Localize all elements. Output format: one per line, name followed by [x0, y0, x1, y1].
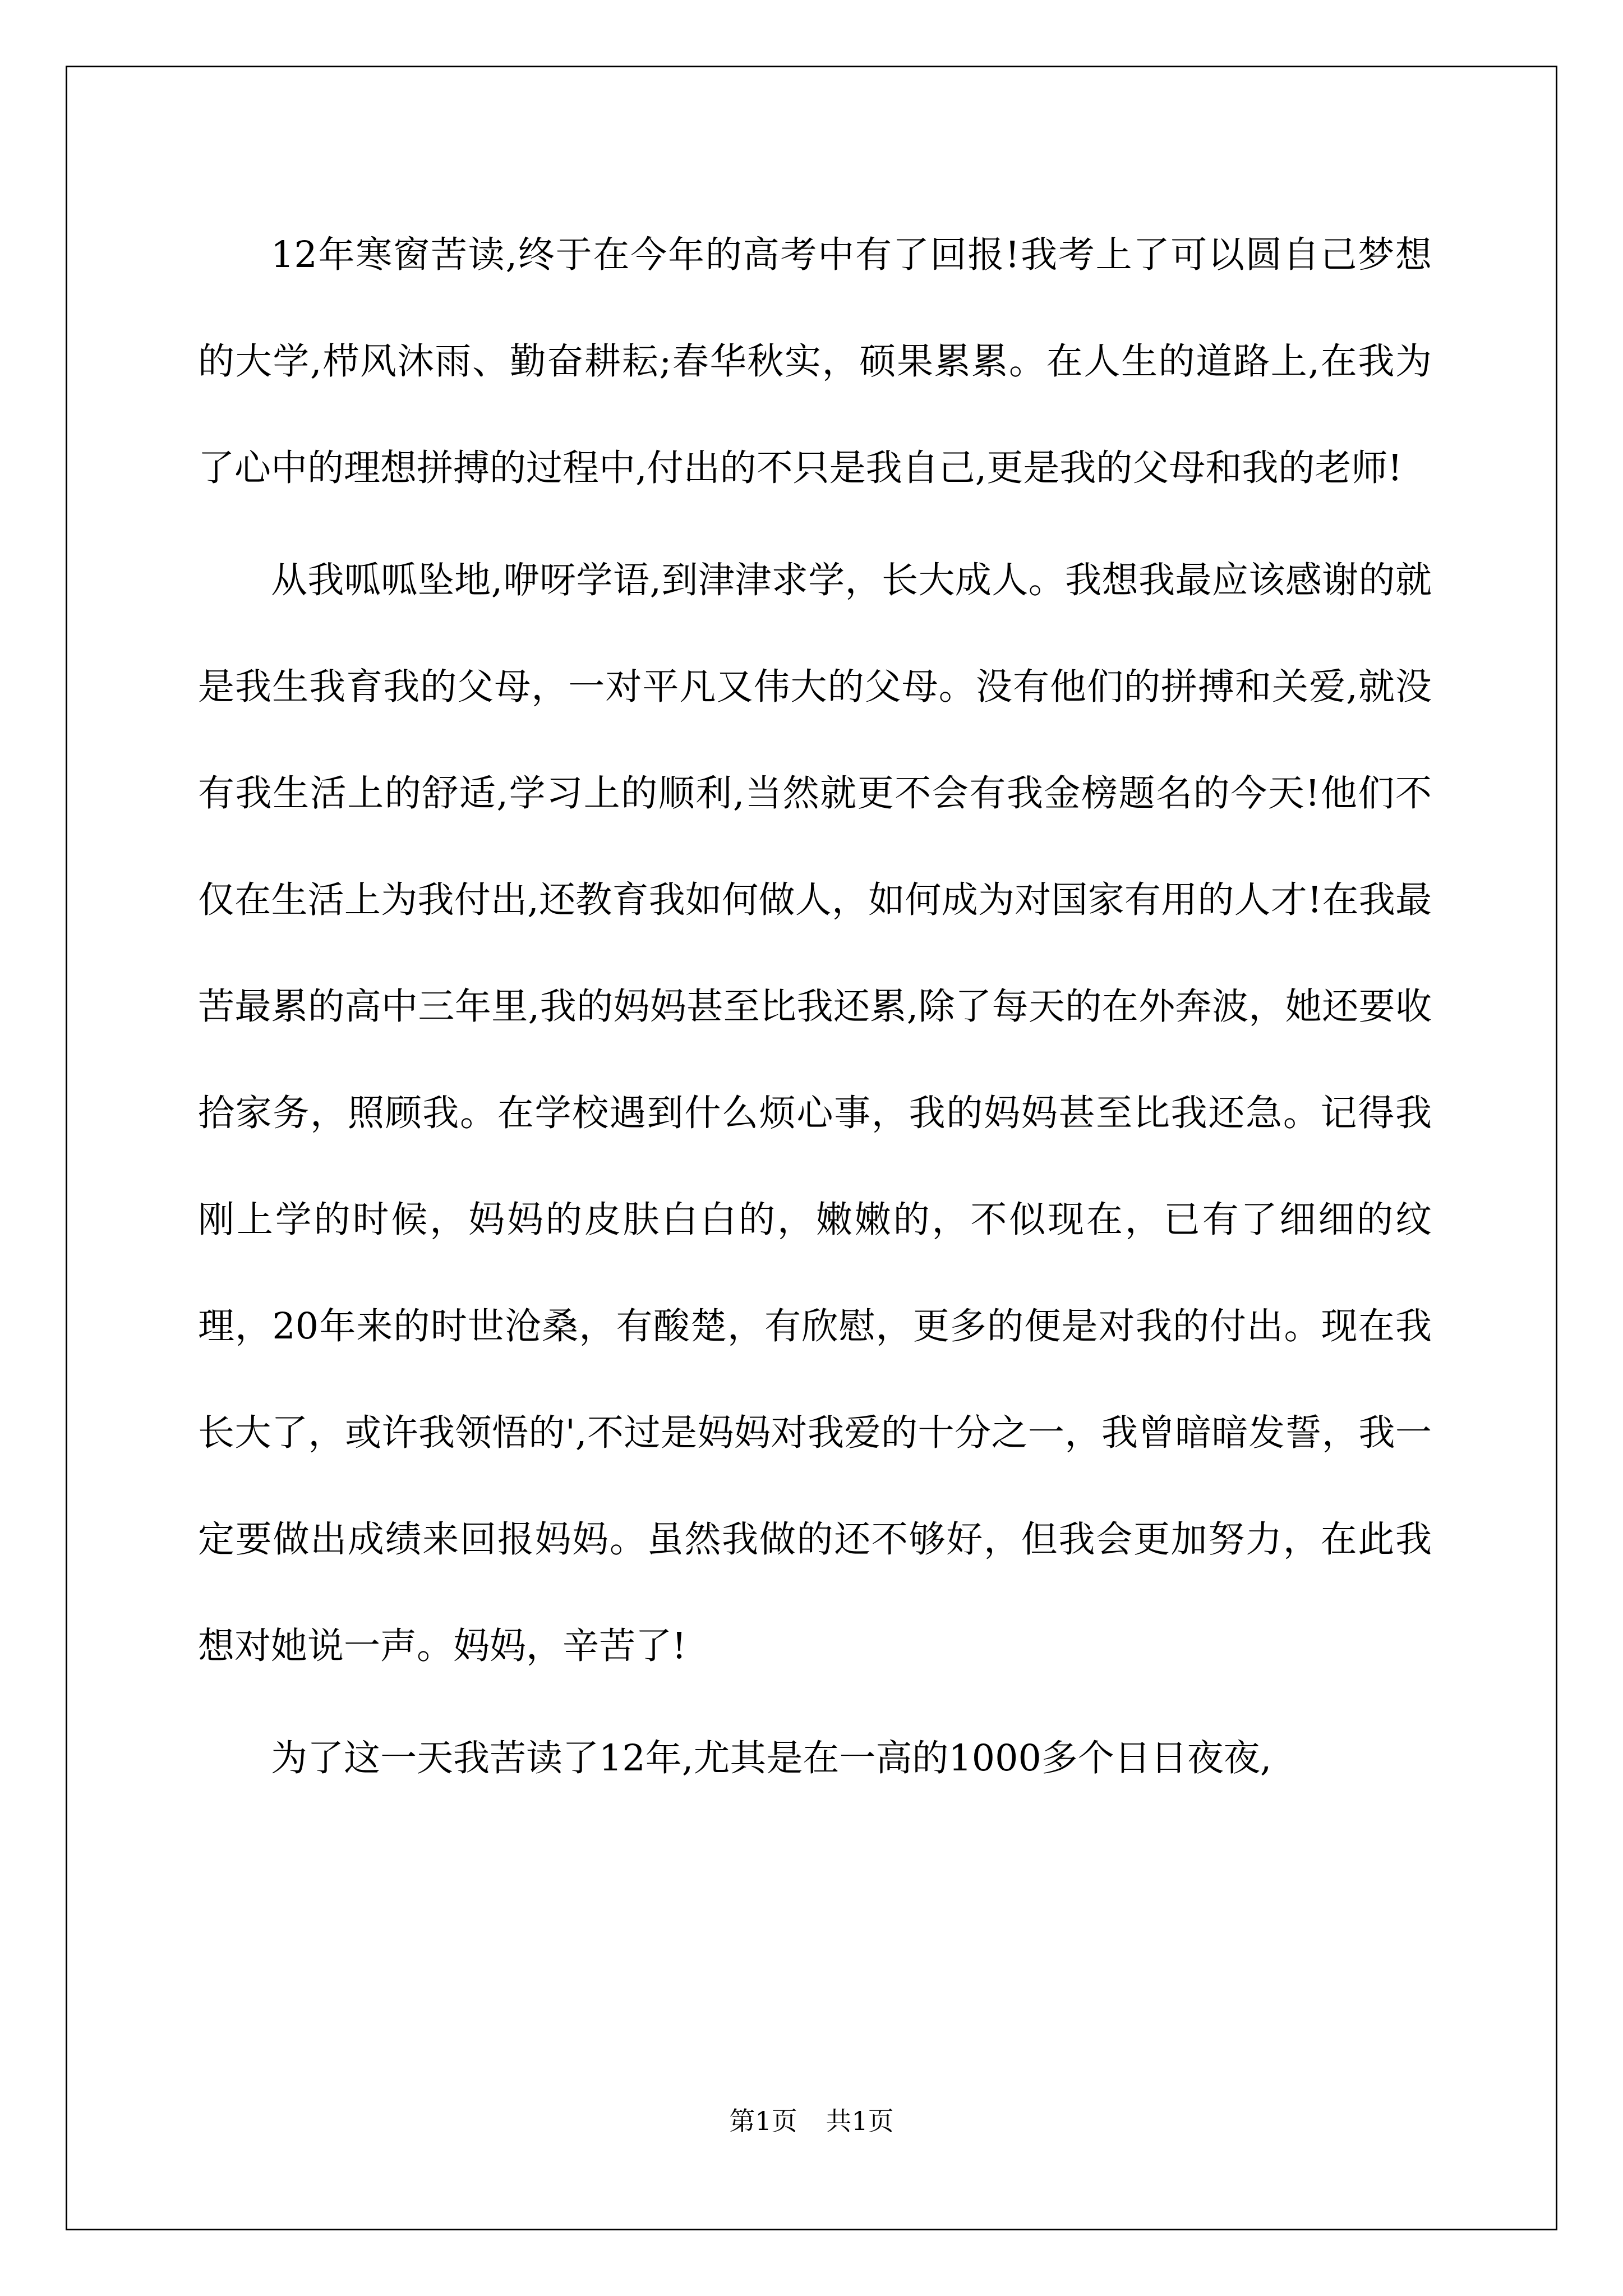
- page-total: 共1页: [826, 2106, 894, 2136]
- page-footer: [0, 2101, 1623, 2138]
- paragraph-1: 12年寒窗苦读,终于在今年的高考中有了回报!我考上了可以圆自己梦想的大学,栉风沐雨、勤奋耕耘;春华秋实，硕果累累。在人生的道路上,在我为了心中的理想拼搏的过程中,付出的不只是我自己,更是我的父母和我的老师!: [198, 234, 1432, 489]
- paragraph-3: 为了这一天我苦读了12年,尤其是在一高的1000多个日日夜夜,: [271, 1737, 1272, 1779]
- document-body: [198, 202, 1432, 1818]
- page-number: 第1页: [729, 2106, 797, 2136]
- paragraph-2: 从我呱呱坠地,咿呀学语,到津津求学，长大成人。我想我最应该感谢的就是我生我育我的父母，一对平凡又伟大的父母。没有他们的拼搏和关爱,就没有我生活上的舒适,学习上的顺利,当然就更不会有我金榜题名的今天!他们不仅在生活上为我付出,还教育我如何做人，如何成为对国家有用的人才!在我最苦最累的高中三年里,我的妈妈甚至比我还累,除了每天的在外奔波，她还要收拾家务，照顾我。在学校遇到什么烦心事，我的妈妈甚至比我还急。记得我刚上学的时候，妈妈的皮肤白白的，嫩嫩的，不似现在，已有了细细的纹理，20年来的时世沧桑，有酸楚，有欣慰，更多的便是对我的付出。现在我长大了，或许我领悟的',不过是妈妈对我爱的十分之一，我曾暗暗发誓，我一定要做出成绩来回报妈妈。虽然我做的还不够好，但我会更加努力，在此我想对她说一声。妈妈，辛苦了!: [198, 559, 1432, 1667]
